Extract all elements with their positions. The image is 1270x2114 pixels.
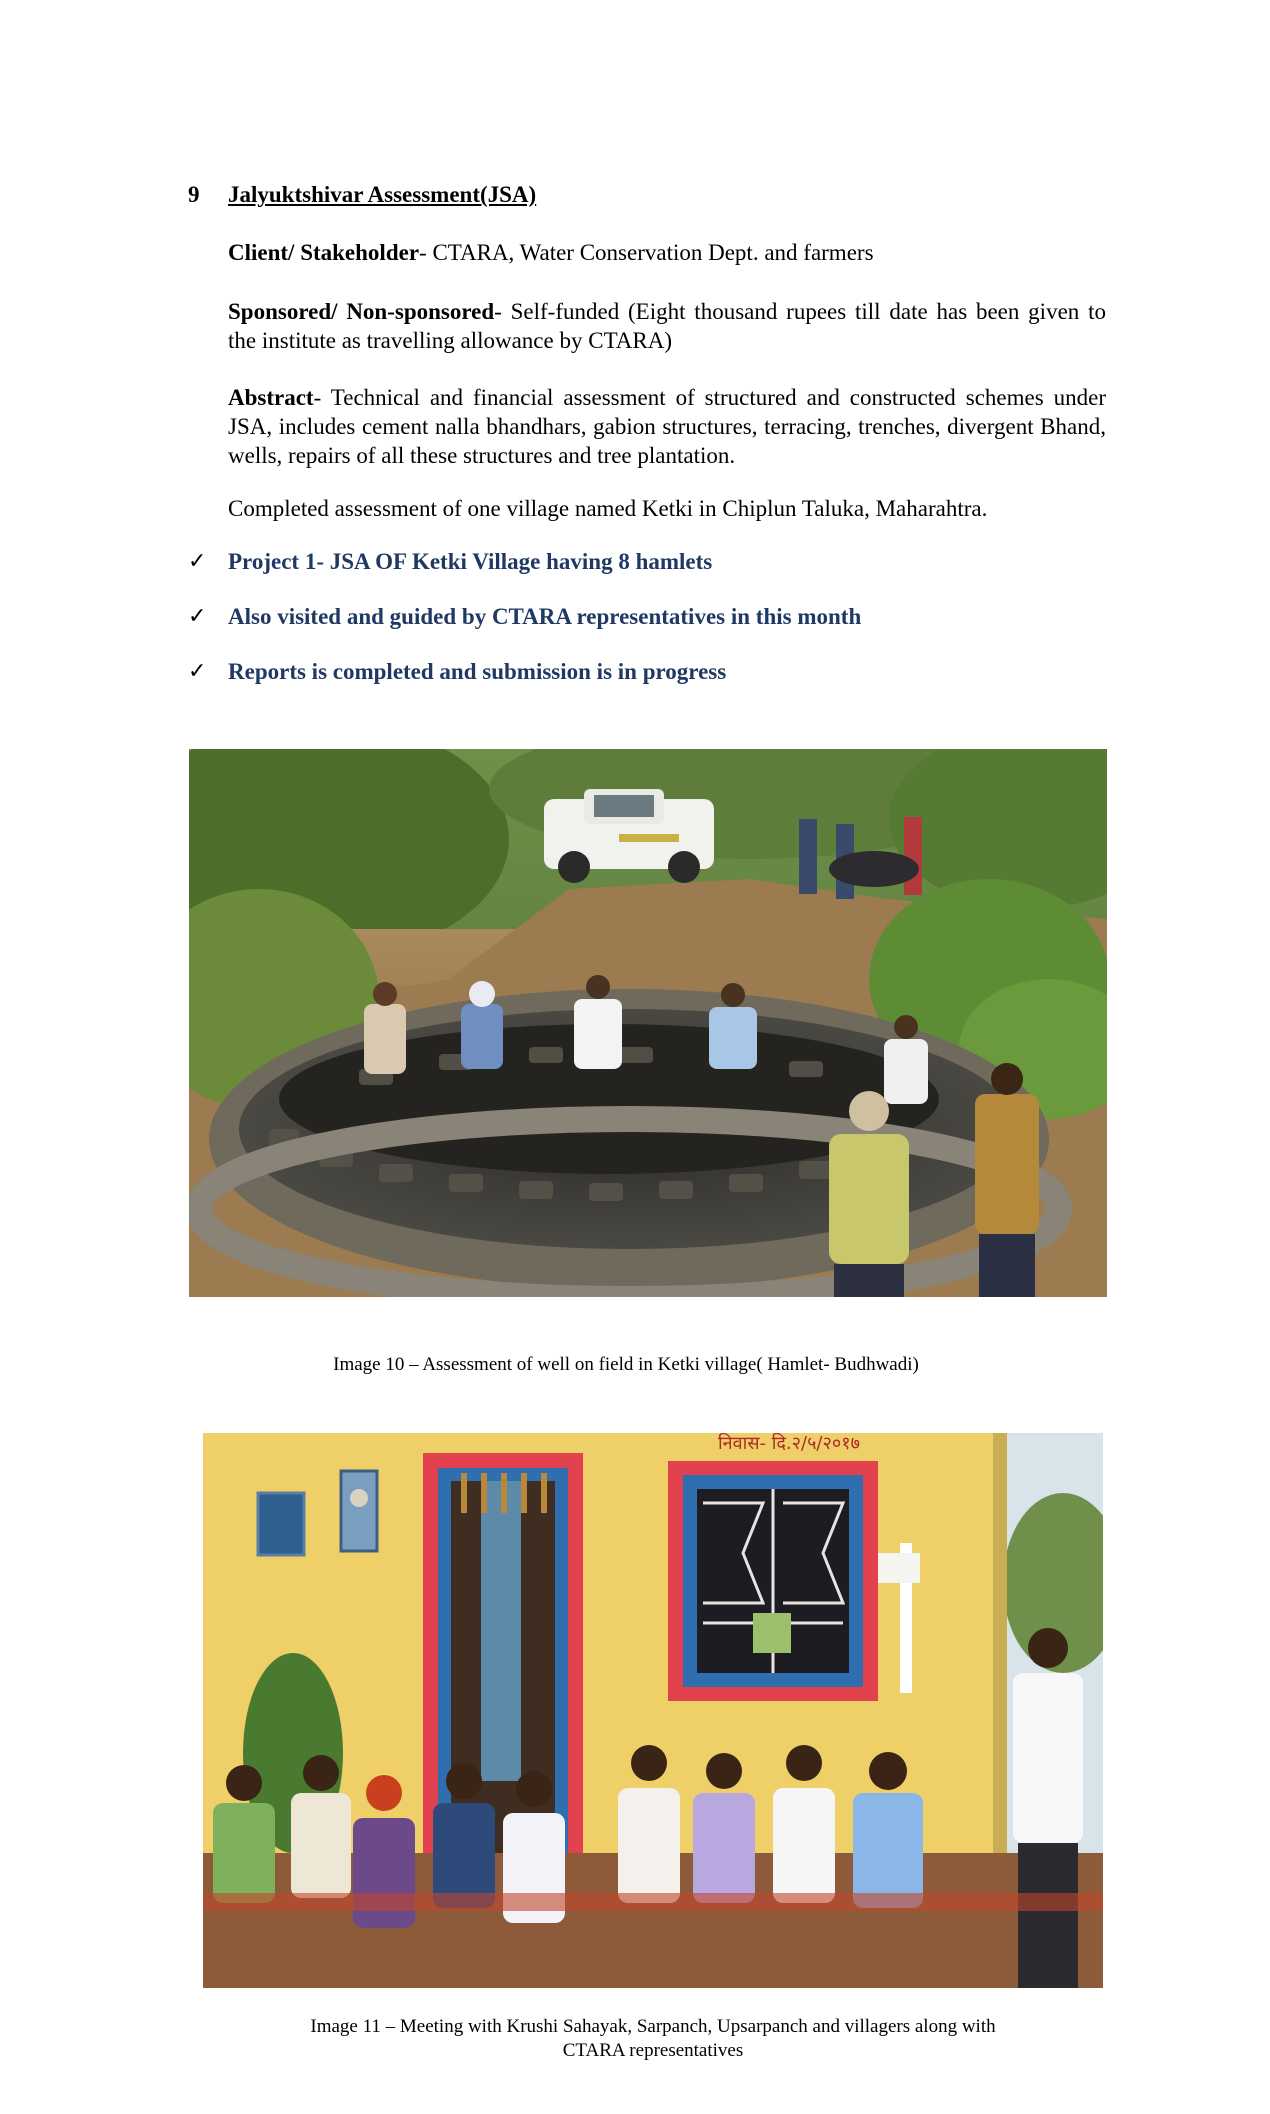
completed-paragraph: Completed assessment of one village named Ketki in Chiplun Taluka, Maharahtra. (228, 496, 988, 521)
image11-caption-line1: Image 11 – Meeting with Krushi Sahayak, Sarpanch, Upsarpanch and villagers along with (310, 2016, 996, 2037)
checkmark-icon: ✓ (188, 604, 207, 629)
sponsored-label: Sponsored/ Non-sponsored (228, 299, 495, 324)
checklist-item-text: Project 1- JSA OF Ketki Village having 8 hamlets (228, 549, 713, 574)
checklist-item-text: Also visited and guided by CTARA representatives in this month (228, 604, 862, 629)
checklist-item (188, 604, 861, 630)
client-paragraph (228, 238, 1106, 267)
section-title: Jalyuktshivar Assessment(JSA) (228, 182, 537, 207)
checkmark-icon: ✓ (188, 659, 207, 684)
checklist-item (188, 659, 726, 685)
image10-caption: Image 10 – Assessment of well on field in Ketki village( Hamlet- Budhwadi) (333, 1354, 919, 1375)
checkmark-icon: ✓ (188, 549, 207, 574)
sponsored-paragraph (228, 297, 1106, 355)
image11-caption-line2: CTARA representatives (562, 2040, 744, 2061)
image11-caption (203, 2015, 1103, 2063)
abstract-text: - Technical and financial assessment of structured and constructed schemes under JSA, includes cement nalla bhandhars, gabion structures, terracing, trenches, divergent Bhand, wells, repairs of all these structures and tree plantation. (228, 385, 1106, 468)
client-label: Client/ Stakeholder (228, 240, 420, 265)
section-number: 9 (188, 182, 200, 207)
meeting-photo (203, 1433, 1103, 1988)
checklist-item (188, 549, 712, 575)
client-text: - CTARA, Water Conservation Dept. and farmers (419, 240, 874, 265)
well-assessment-photo (189, 749, 1107, 1297)
door-sign-text: निवास- दि.२/५/२०१७ (718, 1433, 860, 1454)
sponsored-text: - Self-funded (Eight thousand rupees till date has been given to the institute as travelling allowance by CTARA) (228, 299, 1106, 353)
abstract-label: Abstract (228, 385, 314, 410)
checklist-item-text: Reports is completed and submission is in progress (228, 659, 727, 684)
section-heading (188, 182, 536, 208)
abstract-paragraph (228, 383, 1106, 470)
